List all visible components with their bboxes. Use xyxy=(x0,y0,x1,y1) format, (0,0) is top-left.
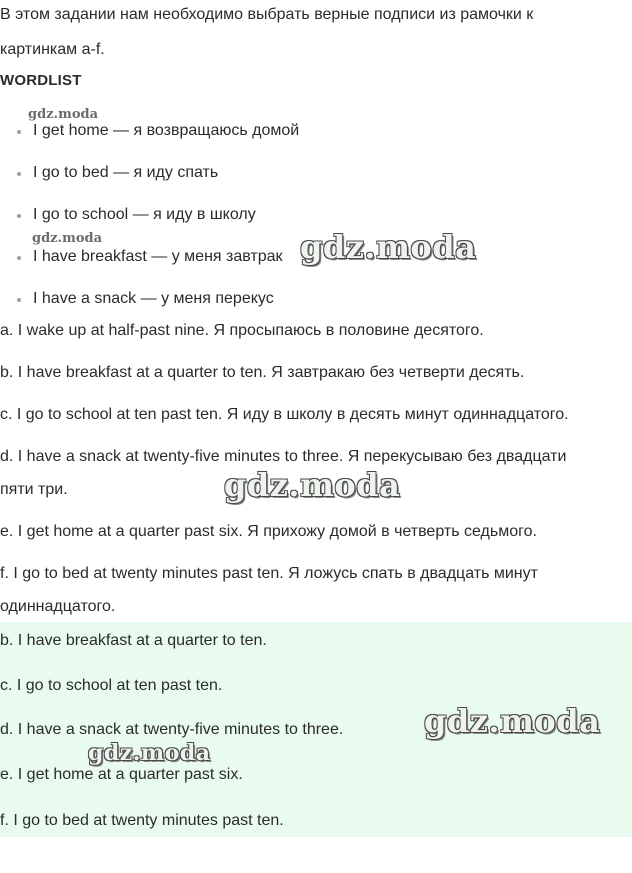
answer-d: d. I have a snack at twenty-five minutes to three. xyxy=(0,721,344,738)
wordlist-title: WORDLIST xyxy=(0,72,82,89)
translation-a: a. I wake up at half-past nine. Я просыпаюсь в половине десятого. xyxy=(0,322,484,339)
translation-d-line-1: d. I have a snack at twenty-five minutes to three. Я перекусываю без двадцати xyxy=(0,448,567,465)
translation-d-line-2: пяти три. xyxy=(0,481,68,498)
bullet-icon xyxy=(17,172,21,176)
watermark-logo: gdz.moda xyxy=(424,702,601,740)
bullet-icon xyxy=(17,256,21,260)
list-item: I go to school — я иду в школу xyxy=(33,206,256,223)
intro-line-1: В этом задании нам необходимо выбрать верные подписи из рамочки к xyxy=(0,6,534,23)
translation-f-line-1: f. I go to bed at twenty minutes past ten. Я ложусь спать в двадцать минут xyxy=(0,565,538,582)
answer-e: e. I get home at a quarter past six. xyxy=(0,766,243,783)
bullet-icon xyxy=(17,298,21,302)
translation-e: e. I get home at a quarter past six. Я прихожу домой в четверть седьмого. xyxy=(0,523,537,540)
bullet-icon xyxy=(17,214,21,218)
watermark-logo: gdz.moda xyxy=(300,228,477,266)
list-item: I get home — я возвращаюсь домой xyxy=(33,122,300,139)
watermark-logo: gdz.moda xyxy=(32,231,103,246)
answer-c: c. I go to school at ten past ten. xyxy=(0,677,223,694)
list-item: I have a snack — у меня перекус xyxy=(33,290,274,307)
translation-b: b. I have breakfast at a quarter to ten. Я завтракаю без четверти десять. xyxy=(0,364,525,381)
list-item: I have breakfast — у меня завтрак xyxy=(33,248,283,265)
list-item: I go to bed — я иду спать xyxy=(33,164,219,181)
answer-b: b. I have breakfast at a quarter to ten. xyxy=(0,632,267,649)
answer-f: f. I go to bed at twenty minutes past ten. xyxy=(0,812,284,829)
watermark-logo: gdz.moda xyxy=(28,107,99,122)
watermark-logo: gdz.moda xyxy=(224,466,401,504)
translation-f-line-2: одиннадцатого. xyxy=(0,598,116,615)
translation-c: c. I go to school at ten past ten. Я иду в школу в десять минут одиннадцатого. xyxy=(0,406,569,423)
bullet-icon xyxy=(17,130,21,134)
intro-line-2: картинкам a-f. xyxy=(0,41,105,58)
watermark-logo: gdz.moda xyxy=(88,740,211,766)
